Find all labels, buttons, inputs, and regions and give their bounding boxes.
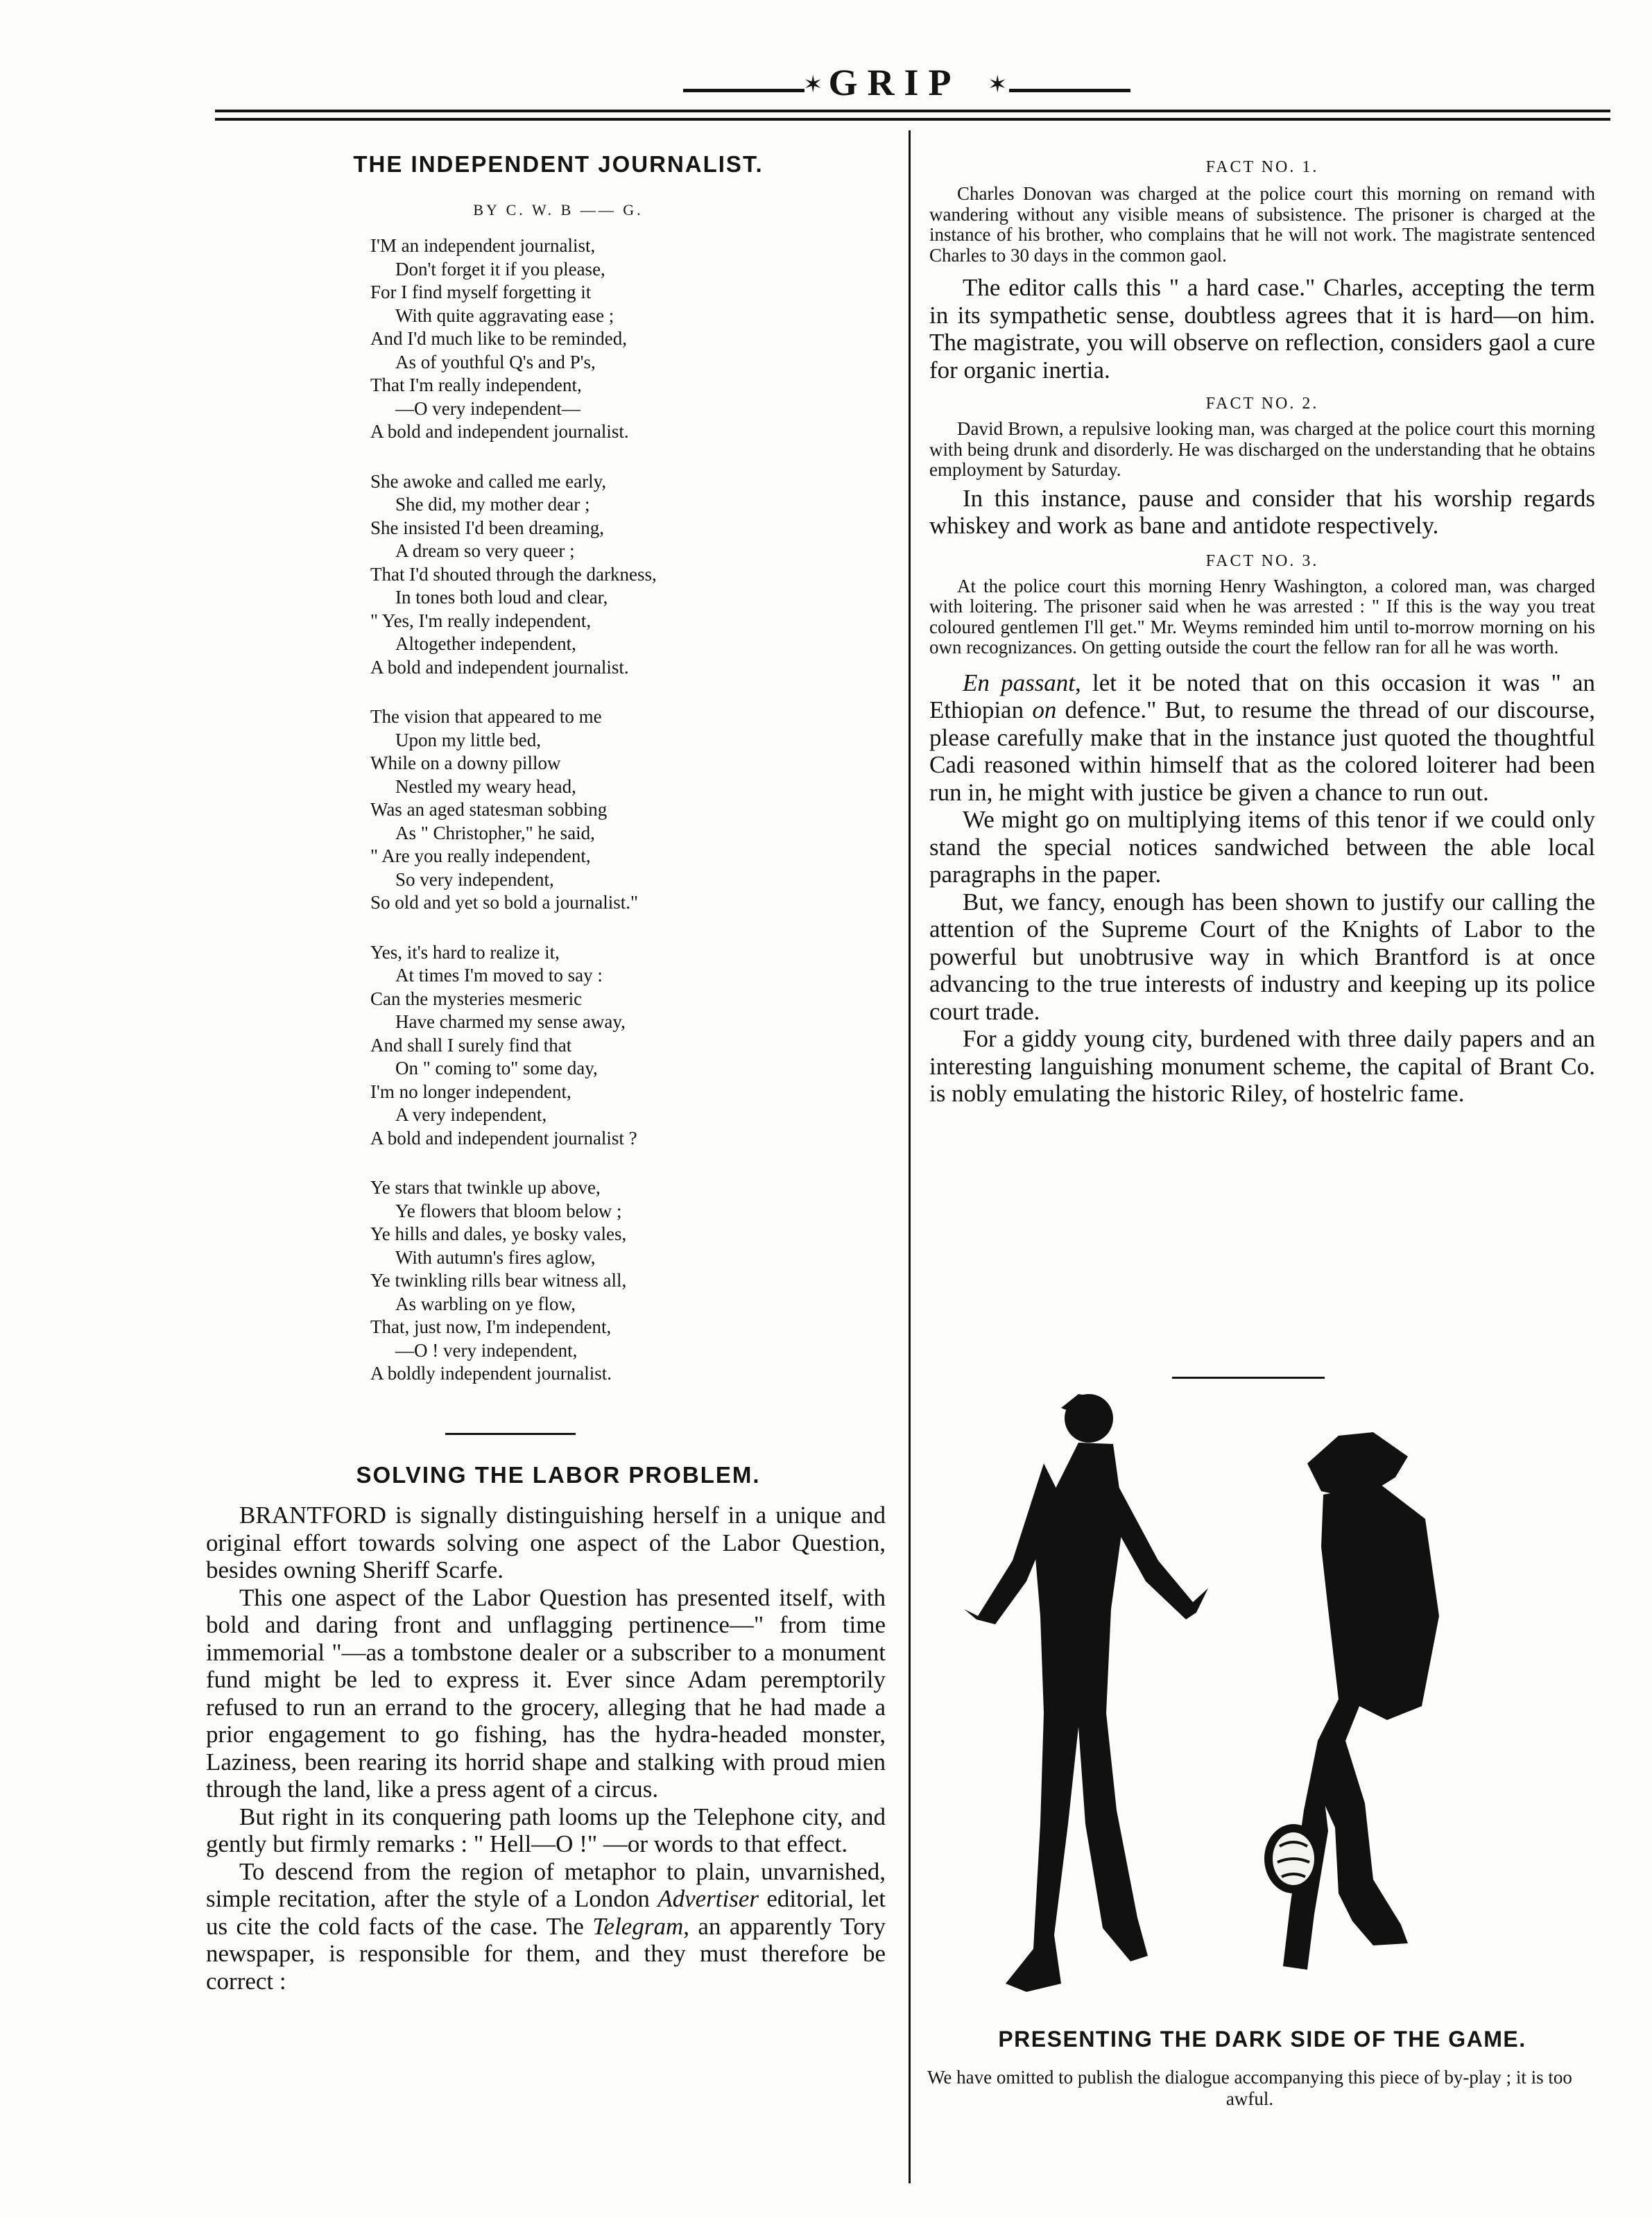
poem-line: Ye twinkling rills bear witness all, — [370, 1270, 627, 1291]
poem-line: The vision that appeared to me — [370, 706, 602, 727]
fact-1-text: Charles Donovan was charged at the police court this morning on remand with wandering without any visible means of subsistence. The prisoner is charged at the instance of his brother, who complains that he will not work. The magistrate sentenced Charles to 30 days in the common gaol. — [929, 183, 1595, 266]
fact-2-text: David Brown, a repulsive looking man, was charged at the police court this morning with being drunk and disorderly. He was discharged on the understanding that he obtains employment by Saturday. — [929, 418, 1595, 480]
poem-line: Ye stars that twinkle up above, — [370, 1177, 601, 1198]
fact-3-heading: FACT NO. 3. — [1205, 551, 1319, 570]
commentary-paragraph: We might go on multiplying items of this tenor if we could only stand the special notices sandwiched between the able local paragraphs in the paper. — [929, 806, 1595, 888]
labor-paragraph-text: , an apparently Tory newspaper, is responsible for them, and they must therefore be correct : — [206, 1912, 886, 1995]
masthead-left-rule — [683, 89, 805, 92]
poem-line: So very independent, — [395, 868, 554, 890]
masthead-title: GRIP — [828, 62, 961, 103]
fact-1-quote — [929, 184, 1595, 266]
poem-line: Ye flowers that bloom below ; — [395, 1200, 622, 1221]
masthead — [0, 61, 1652, 117]
commentary-text: defence." But, to resume the thread of our discourse, please carefully make that in the instance just quoted the thoughtful Cadi reasoned within himself that as the colored loiterer had been run in, he might with justice be given a chance to run out. — [929, 696, 1595, 806]
header-rule-top — [215, 110, 1610, 112]
poem-line: That I'm really independent, — [370, 375, 582, 395]
labor-paragraph-text: is signally distinguishing herself in a unique and original effort towards solving one aspect of the Labor Question, besides owning Sheriff Scarfe. — [206, 1502, 886, 1583]
labor-paragraph-text: editorial, let us cite the cold facts of the case. The — [206, 1885, 886, 1940]
labor-paragraph — [206, 1502, 886, 1584]
cartoon-caption-text: We have omitted to publish the dialogue accompanying this piece of by-play ; it is too awful. — [927, 2067, 1572, 2109]
column-divider — [909, 130, 911, 2183]
poem-byline: BY C. W. B —— G. — [473, 201, 644, 218]
labor-paragraph-text: To descend from the region of metaphor to plain, unvarnished, simple recitation, after the style of a London — [206, 1857, 886, 1912]
poem-line: She insisted I'd been dreaming, — [370, 517, 605, 538]
poem-line: She awoke and called me early, — [370, 470, 607, 492]
poem-line: I'm no longer independent, — [370, 1081, 571, 1102]
poem-line: On " coming to" some day, — [395, 1058, 598, 1078]
fact-2-comment — [929, 485, 1595, 540]
section-divider — [445, 1433, 576, 1435]
labor-lead-word: BRANTFORD — [239, 1502, 386, 1529]
fact-3-quote — [929, 576, 1595, 658]
poem-line: A bold and independent journalist ? — [370, 1127, 637, 1149]
fact-1-comment-text: The editor calls this " a hard case." Charles, accepting the term in its sympathetic sense, doubtless agrees that it is hard—on him. The magistrate, you will observe on reflection, considers gaol a cure for organic inertia. — [929, 274, 1595, 384]
poem-line: She did, my mother dear ; — [395, 494, 590, 515]
fact-1-comment — [929, 274, 1595, 384]
poem-line: As " Christopher," he said, — [395, 822, 595, 843]
commentary-paragraph: For a giddy young city, burdened with three daily papers and an interesting languishing monument scheme, the capital of Brant Co. is nobly emulating the historic Riley, of hostelric fame. — [929, 1025, 1595, 1107]
poem-line: Nestled my weary head, — [395, 775, 576, 797]
poem-line: In tones both loud and clear, — [395, 587, 608, 608]
poem-title: THE INDEPENDENT JOURNALIST. — [353, 151, 764, 177]
commentary-text: , let it be noted that on this occasion it was " an Ethiopian — [929, 669, 1595, 723]
labor-paragraph: But right in its conquering path looms up the Telephone city, and gently but firmly remarks : " Hell—O !" —or words to that effect. — [206, 1803, 886, 1857]
poem-line: A bold and independent journalist. — [370, 656, 629, 678]
poem-line: Altogether independent, — [395, 633, 576, 654]
newspaper-name: Telegram — [592, 1912, 684, 1940]
fact-2-heading: FACT NO. 2. — [1205, 395, 1319, 413]
poem-line: And I'd much like to be reminded, — [370, 328, 628, 349]
poem-line: A dream so very queer ; — [395, 540, 575, 561]
poem-body — [370, 234, 897, 1412]
fact-1-heading: FACT NO. 1. — [1205, 158, 1319, 176]
fact-3-text: At the police court this morning Henry Washington, a colored man, was charged with loitering. The prisoner said when he was arrested : " If this is the way you treat coloured gentlemen I'll get." Mr. Weyms reminded him until to-morrow morning on his own recognizances. On getting outside the court the fellow ran for all he was worth. — [929, 575, 1595, 657]
poem-line: Was an aged statesman sobbing — [370, 799, 608, 820]
en-passant-phrase: En passant — [963, 669, 1076, 696]
poem-line: Have charmed my sense away, — [395, 1011, 626, 1032]
labor-article — [206, 1502, 886, 1995]
newspaper-name: Advertiser — [657, 1885, 759, 1912]
poem-line: " Are you really independent, — [370, 845, 591, 866]
poem-stanza — [370, 234, 897, 444]
labor-paragraph: This one aspect of the Labor Question has presented itself, with bold and daring front and unflagging pertinence—" from time immemorial "—as a tombstone dealer or a subscriber to a monument fund might be led to express it. Ever since Adam peremptorily refused to run an errand to the grocery, alleging that he had made a prior engagement to go fishing, has the hydra-headed monster, Laziness, been rearing its horrid shape and stalking with proud mien through the land, like a press agent of a circus. — [206, 1583, 886, 1803]
poem-line: For I find myself forgetting it — [370, 282, 592, 302]
poem-line: So old and yet so bold a journalist." — [370, 892, 638, 913]
poem-line: A very independent, — [395, 1104, 547, 1125]
poem-stanza — [370, 941, 897, 1151]
fact-2-quote — [929, 419, 1595, 481]
poem-line: While on a downy pillow — [370, 753, 561, 773]
header-rule-bottom — [215, 118, 1610, 121]
poem-line: A boldly independent journalist. — [370, 1363, 612, 1384]
poem-line: —O ! very independent, — [395, 1339, 578, 1361]
commentary-paragraph — [929, 669, 1595, 807]
poem-stanza — [370, 1176, 897, 1386]
facts-column — [929, 158, 1595, 1108]
poem-stanza — [370, 705, 897, 915]
poem-line: Yes, it's hard to realize it, — [370, 941, 560, 963]
star-ornament-icon: ✶ — [988, 72, 1008, 98]
section-divider — [1172, 1377, 1325, 1379]
poem-line: A bold and independent journalist. — [370, 421, 629, 442]
poem-line: —O very independent— — [395, 397, 580, 419]
fact-2-comment-text: In this instance, pause and consider that his worship regards whiskey and work as bane and antidote respectively. — [929, 484, 1595, 539]
poem-line: At times I'm moved to say : — [395, 965, 603, 986]
cartoon-caption-title: PRESENTING THE DARK SIDE OF THE GAME. — [998, 2027, 1526, 2052]
commentary-paragraph: But, we fancy, enough has been shown to justify our calling the attention of the Supreme Court of the Knights of Labor to the powerful but unobtrusive way in which Brantford is at once advancing to the true interests of industry and keeping up its police court trade. — [929, 888, 1595, 1025]
poem-stanza — [370, 470, 897, 680]
poem-line: That, just now, I'm independent, — [370, 1316, 612, 1337]
emphasis-word: on — [1032, 696, 1057, 723]
poem-line: " Yes, I'm really independent, — [370, 610, 592, 631]
poem-line: And shall I surely find that — [370, 1034, 572, 1056]
star-ornament-icon: ✶ — [803, 72, 823, 98]
poem-line: Can the mysteries mesmeric — [370, 988, 583, 1009]
masthead-right-rule — [1009, 89, 1130, 92]
poem-line: Ye hills and dales, ye bosky vales, — [370, 1223, 627, 1244]
poem-line: As warbling on ye flow, — [395, 1293, 576, 1314]
labor-paragraph — [206, 1858, 886, 1995]
cartoon-illustration — [929, 1380, 1595, 2018]
poem-line: With autumn's fires aglow, — [395, 1246, 596, 1268]
facts-commentary — [929, 669, 1595, 1108]
poem-line: With quite aggravating ease ; — [395, 304, 614, 326]
labor-title: SOLVING THE LABOR PROBLEM. — [356, 1462, 761, 1488]
poem-line: Upon my little bed, — [395, 729, 541, 750]
poem-line: Don't forget it if you please, — [395, 258, 605, 280]
silhouette-figures-image — [929, 1380, 1595, 2018]
poem-line: I'M an independent journalist, — [370, 235, 596, 256]
poem-line: As of youthful Q's and P's, — [395, 351, 596, 372]
poem-line: That I'd shouted through the darkness, — [370, 563, 657, 585]
